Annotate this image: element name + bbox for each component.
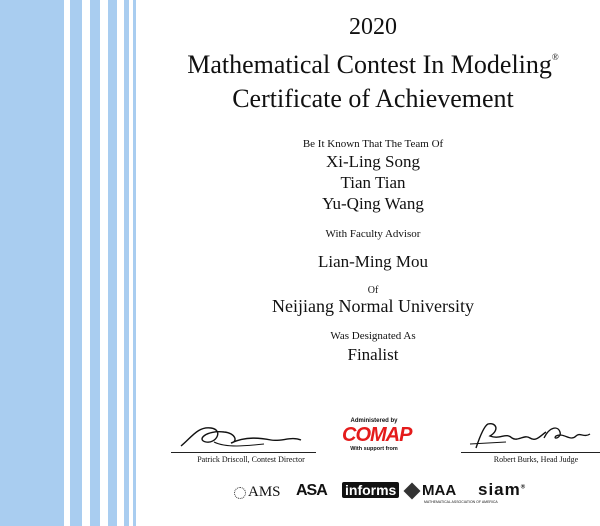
team-member: Tian Tian <box>340 173 406 192</box>
contest-name-text: Mathematical Contest In Modeling <box>187 50 552 79</box>
certificate-year: 2020 <box>349 14 397 40</box>
of-label: Of <box>367 285 379 296</box>
judge-caption: Robert Burks, Head Judge <box>493 455 579 464</box>
decorative-stripes <box>0 0 140 526</box>
stripe <box>108 0 117 526</box>
support-label: With support from <box>350 446 398 452</box>
director-signature <box>176 418 306 452</box>
designation-label: Was Designated As <box>330 330 416 342</box>
administered-by-label: Administered by <box>350 418 398 424</box>
maa-icon <box>404 483 421 500</box>
maa-logo <box>406 482 456 499</box>
stripe <box>70 0 82 526</box>
stripe <box>0 0 64 526</box>
advisor-name: Lian-Ming Mou <box>317 252 429 271</box>
contest-name <box>146 50 600 80</box>
sponsor-logos <box>234 478 534 506</box>
certificate-title: Certificate of Achievement <box>232 84 514 113</box>
signature-line <box>171 452 316 453</box>
stripe <box>90 0 100 526</box>
advisor-label: With Faculty Advisor <box>325 228 421 240</box>
director-caption: Patrick Driscoll, Contest Director <box>197 455 305 464</box>
award-designation: Finalist <box>347 345 399 364</box>
comap-block <box>342 418 412 452</box>
signature-line <box>461 452 600 453</box>
stripe <box>124 0 129 526</box>
maa-text: MAA <box>422 482 457 499</box>
siam-logo <box>478 480 526 500</box>
team-member: Xi-Ling Song <box>326 152 420 171</box>
ams-text: AMS <box>248 484 281 500</box>
informs-logo: informs <box>342 482 399 498</box>
ams-logo <box>234 484 281 501</box>
asa-logo: ASA <box>296 482 327 499</box>
certificate <box>146 0 600 526</box>
team-intro: Be It Known That The Team Of <box>302 138 444 150</box>
ams-icon <box>234 487 246 499</box>
trademark-mark: ® <box>551 52 559 62</box>
maa-subtitle: MATHEMATICAL ASSOCIATION OF AMERICA <box>424 500 498 504</box>
comap-logo: COMAP <box>342 424 412 446</box>
siam-text: siam <box>478 480 521 499</box>
team-member: Yu-Qing Wang <box>322 194 424 213</box>
siam-registered-mark: ® <box>520 484 527 491</box>
stripe <box>133 0 136 526</box>
judge-signature <box>466 418 596 454</box>
university-name: Neijiang Normal University <box>272 296 474 316</box>
